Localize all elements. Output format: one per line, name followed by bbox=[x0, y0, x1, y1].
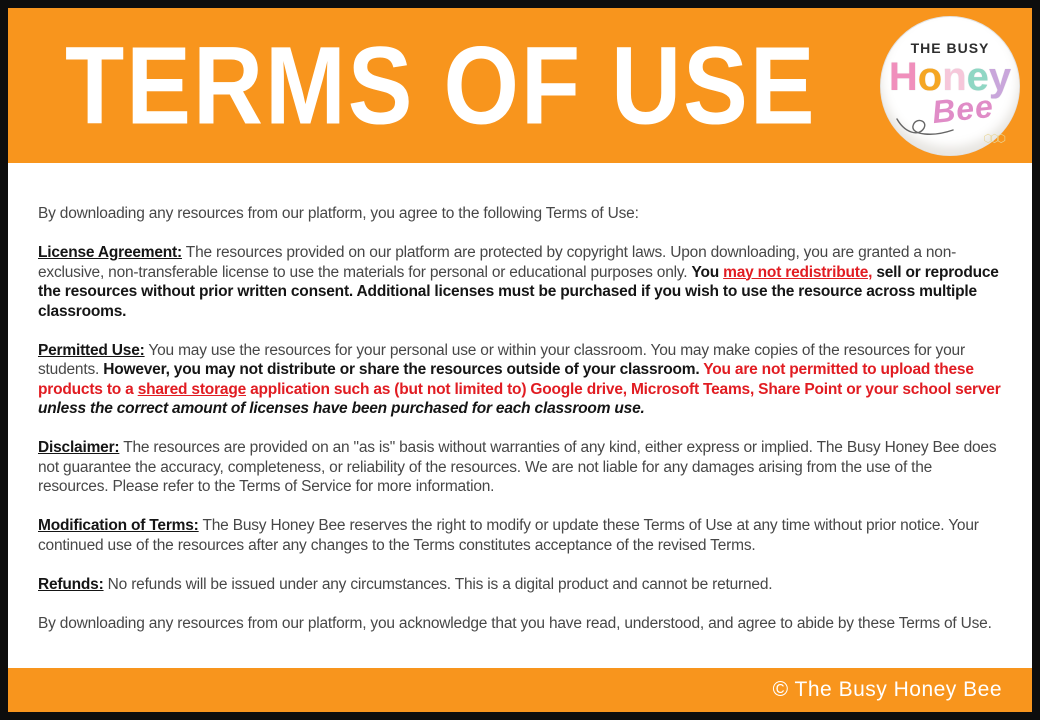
intro-paragraph: By downloading any resources from our platform, you agree to the following Terms of Use: bbox=[38, 205, 639, 222]
closing-paragraph: By downloading any resources from our platform, you acknowledge that you have read, understood, and agree to abide by these Terms of Use. bbox=[38, 614, 992, 632]
footer-band bbox=[8, 668, 1032, 712]
content-area bbox=[8, 163, 1032, 668]
logo-bee-wordmark: Bee bbox=[930, 87, 996, 131]
logo-line-the-busy: THE BUSY bbox=[910, 40, 990, 56]
honeycomb-icon: ⬡⬡⬡ bbox=[983, 133, 1003, 145]
footer-copyright: © The Busy Honey Bee bbox=[772, 678, 1002, 701]
section-modification-of-terms: Modification of Terms: The Busy Honey Bee reserves the right to modify or update these Terms of Use at any time without prior notice. Your continued use of the resources after any changes to the Terms constitutes acceptance of the revised Terms. bbox=[38, 517, 979, 554]
logo-honey-wordmark: Honey bbox=[888, 55, 1012, 99]
section-license-agreement: License Agreement: The resources provided on our platform are protected by copyright laws. Upon downloading, you are granted a non-exclusive, non-transferable license to use the materials for personal or educational purposes only. You may not redistribute, sell or reproduce the resources without prior written consent. Additional licenses must be purchased if you wish to use the resource across multiple classrooms. bbox=[38, 244, 999, 320]
section-permitted-use: Permitted Use: You may use the resources for your personal use or within your classroom. You may make copies of the resources for your students. However, you may not distribute or share the resources outside of your classroom. You are not permitted to upload these products to a shared storage application such as (but not limited to) Google drive, Microsoft Teams, Share Point or your school server unless the correct amount of licenses have been purchased for each classroom use. bbox=[38, 341, 1001, 417]
bee-flight-swirl-icon bbox=[893, 111, 955, 141]
page-title: TERMS OF USE bbox=[65, 22, 817, 148]
header-band bbox=[8, 8, 1032, 163]
section-refunds: Refunds: No refunds will be issued under any circumstances. This is a digital product and cannot be returned. bbox=[38, 575, 773, 593]
logo-badge bbox=[880, 16, 1020, 156]
section-disclaimer: Disclaimer: The resources are provided on an "as is" basis without warranties of any kind, either express or implied. The Busy Honey Bee does not guarantee the accuracy, completeness, or reliability of the resources. We are not liable for any damages arising from the use of the resources. Please refer to the Terms of Service for more information. bbox=[38, 439, 997, 495]
